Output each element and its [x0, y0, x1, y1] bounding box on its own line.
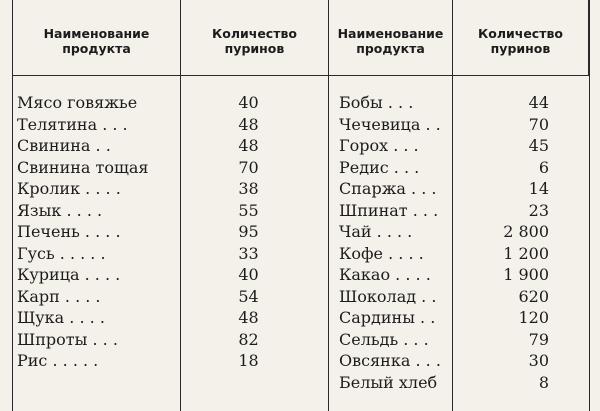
product-name-cell: Печень . . . .	[17, 222, 121, 241]
product-name-cell: Спаржа . . .	[339, 179, 437, 198]
purine-count-cell: 1 200	[503, 243, 549, 263]
purine-count-cell: 44	[528, 93, 549, 112]
product-name-cell: Кролик . . . .	[17, 179, 121, 198]
product-name-cell: Свинина . .	[17, 136, 111, 155]
header-purine-count-left: Количество пуринов	[181, 0, 329, 76]
purine-count-cell: 18	[238, 351, 259, 370]
product-name-cell: Какао . . . .	[339, 265, 431, 284]
product-name-cell: Горох . . .	[339, 136, 419, 155]
purine-count-cell: 38	[238, 179, 259, 198]
purine-count-cell: 55	[238, 200, 259, 220]
product-name-cell: Кофе . . . .	[339, 243, 424, 263]
product-name-cell: Рис . . . . .	[17, 351, 99, 370]
purine-count-cell: 23	[528, 200, 549, 220]
product-name-cell: Язык . . . .	[17, 200, 103, 220]
header-product-name-right: Наименование продукта	[329, 0, 453, 76]
purine-count-cell: 48	[238, 308, 259, 327]
purine-count-cell: 40	[238, 93, 259, 112]
product-name-cell: Белый хлеб	[339, 372, 438, 392]
purine-count-cell: 82	[238, 329, 259, 349]
purine-count-cell: 620	[518, 286, 549, 306]
product-name-cell: Гусь . . . . .	[17, 243, 106, 263]
purine-count-cell: 1 900	[503, 265, 549, 284]
product-name-cell: Чечевица . .	[339, 114, 441, 134]
purine-count-cell: 8	[538, 372, 549, 392]
purine-count-cell: 6	[538, 157, 549, 177]
product-name-cell: Редис . . .	[339, 157, 420, 177]
purine-count-cell: 2 800	[503, 222, 549, 241]
header-purine-count-right: Количество пуринов	[453, 0, 589, 76]
purine-count-cell: 30	[528, 351, 549, 370]
product-name-cell: Свинина тощая	[17, 157, 149, 177]
product-name-cell: Шпинат . . .	[339, 200, 439, 220]
product-name-cell: Сардины . .	[339, 308, 436, 327]
product-name-cell: Сельдь . . .	[339, 329, 429, 349]
product-name-cell: Телятина . . .	[17, 114, 128, 134]
column-purine-count-left	[181, 76, 329, 411]
product-name-cell: Мясо говяжье	[17, 93, 138, 112]
purine-count-cell: 54	[238, 286, 259, 306]
product-name-cell: Шпроты . . .	[17, 329, 118, 349]
purine-count-cell: 40	[238, 265, 259, 284]
product-name-cell: Чай . . . .	[339, 222, 413, 241]
purine-count-cell: 48	[238, 136, 259, 155]
purine-count-cell: 120	[518, 308, 549, 327]
header-product-name-left: Наименование продукта	[13, 0, 181, 76]
product-name-cell: Карп . . . .	[17, 286, 101, 306]
purine-count-cell: 45	[528, 136, 549, 155]
column-product-name-right	[329, 76, 453, 411]
column-product-name-left	[13, 76, 181, 411]
product-name-cell: Курица . . . .	[17, 265, 121, 284]
purine-count-cell: 33	[238, 243, 259, 263]
purine-count-cell: 70	[528, 114, 549, 134]
purine-table	[12, 0, 590, 411]
product-name-cell: Щука . . . .	[17, 308, 105, 327]
purine-count-cell: 79	[528, 329, 549, 349]
purine-count-cell: 14	[528, 179, 549, 198]
product-name-cell: Бобы . . .	[339, 93, 414, 112]
purine-count-cell: 48	[238, 114, 259, 134]
purine-count-cell: 95	[238, 222, 259, 241]
purine-count-cell: 70	[238, 157, 259, 177]
product-name-cell: Овсянка . . .	[339, 351, 441, 370]
product-name-cell: Шоколад . .	[339, 286, 437, 306]
column-purine-count-right	[453, 76, 589, 411]
